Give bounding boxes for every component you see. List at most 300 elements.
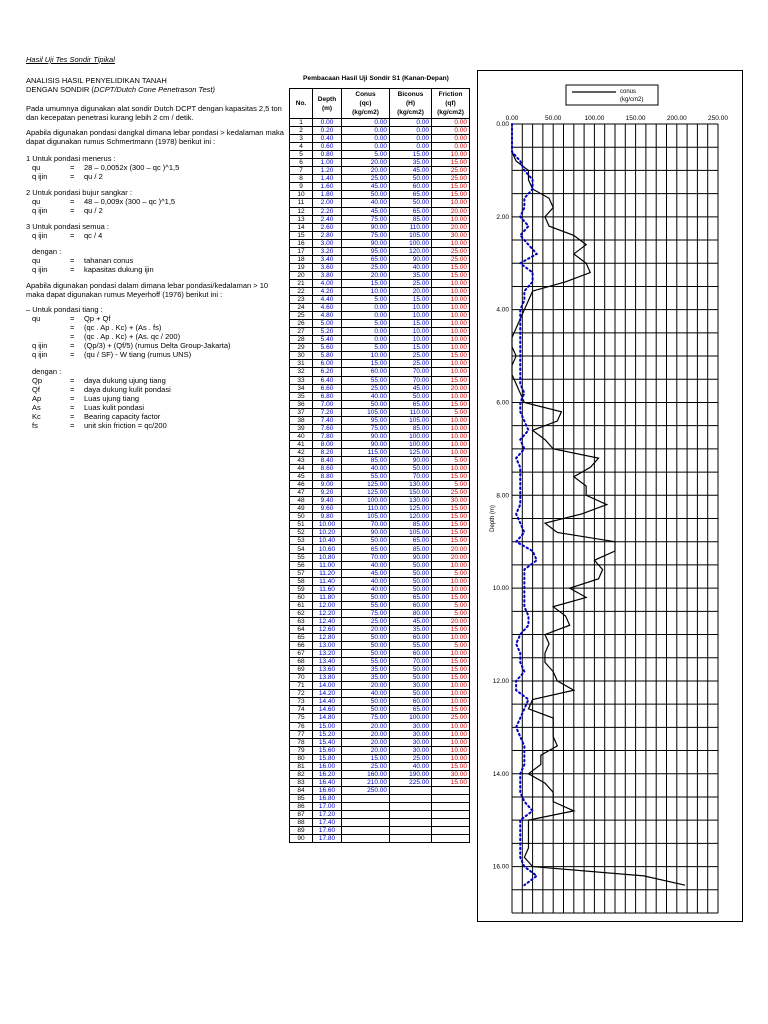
- table-row: [290, 424, 470, 432]
- row-conus-cell: 25.00: [342, 263, 390, 271]
- table-body: [290, 119, 470, 843]
- y-tick-label: 10.00: [492, 585, 509, 593]
- pile-formula-row: [32, 323, 288, 332]
- row-no-cell: 70: [290, 674, 313, 682]
- row-conus-cell: 60.00: [342, 368, 390, 376]
- table-row: [290, 730, 470, 738]
- row-depth-cell: 14.80: [313, 714, 342, 722]
- pile-formula-equals: =: [70, 323, 75, 332]
- row-depth-cell: 3.00: [313, 239, 342, 247]
- row-no-cell: 5: [290, 151, 313, 159]
- row-conus-cell: 75.00: [342, 609, 390, 617]
- table-header-row: [290, 89, 470, 119]
- table-row: [290, 167, 470, 175]
- table-row: [290, 497, 470, 505]
- pile-definition-symbol: Qp: [32, 376, 43, 385]
- item-1-formula-equals: =: [70, 163, 75, 172]
- table-row: [290, 440, 470, 448]
- row-conus-cell: 40.00: [342, 690, 390, 698]
- row-conus-cell: 15.00: [342, 360, 390, 368]
- pile-formula-equals: =: [70, 332, 75, 341]
- row-no-cell: 40: [290, 432, 313, 440]
- row-biconus-cell: 130.00: [390, 497, 432, 505]
- header-depth: [313, 89, 342, 119]
- row-depth-cell: 5.00: [313, 320, 342, 328]
- pile-definition-row: [32, 394, 288, 403]
- pile-definition-expression: Bearing capacity factor: [84, 412, 161, 421]
- row-no-cell: 20: [290, 271, 313, 279]
- sondir-table: [289, 88, 470, 843]
- pile-formula-symbol: [32, 323, 70, 332]
- table-row: [290, 473, 470, 481]
- row-conus-cell: 45.00: [342, 569, 390, 577]
- row-conus-cell: 105.00: [342, 408, 390, 416]
- row-friction-cell: 10.00: [432, 465, 470, 473]
- header-friction-l2: (qf): [445, 100, 456, 107]
- row-friction-cell: 0.00: [432, 127, 470, 135]
- row-friction-cell: 30.00: [432, 231, 470, 239]
- row-depth-cell: 8.60: [313, 465, 342, 473]
- row-conus-cell: 20.00: [342, 722, 390, 730]
- row-no-cell: 65: [290, 634, 313, 642]
- row-conus-cell: 10.00: [342, 287, 390, 295]
- table-row: [290, 666, 470, 674]
- row-biconus-cell: 190.00: [390, 770, 432, 778]
- row-conus-cell: 50.00: [342, 537, 390, 545]
- table-row: [290, 537, 470, 545]
- header-friction-l1: Friction: [438, 91, 463, 98]
- row-no-cell: 26: [290, 320, 313, 328]
- row-no-cell: 62: [290, 609, 313, 617]
- row-conus-cell: 0.00: [342, 127, 390, 135]
- row-no-cell: 73: [290, 698, 313, 706]
- row-depth-cell: 3.40: [313, 255, 342, 263]
- table-row: [290, 392, 470, 400]
- row-no-cell: 69: [290, 666, 313, 674]
- x-tick-label: 100.00: [584, 115, 605, 122]
- row-depth-cell: 6.20: [313, 368, 342, 376]
- row-friction-cell: 5.00: [432, 609, 470, 617]
- row-depth-cell: 0.40: [313, 135, 342, 143]
- row-depth-cell: 0.60: [313, 143, 342, 151]
- table-row: [290, 263, 470, 271]
- row-friction-cell: 10.00: [432, 416, 470, 424]
- row-friction-cell: 5.00: [432, 408, 470, 416]
- table-row: [290, 625, 470, 633]
- row-friction-cell: 10.00: [432, 392, 470, 400]
- row-biconus-cell: 50.00: [390, 569, 432, 577]
- row-depth-cell: 6.60: [313, 384, 342, 392]
- table-row: [290, 223, 470, 231]
- paragraph-2: Apabila digunakan pondasi dangkal dimana lebar pondasi > kedalaman maka dapat digunakan rumus Schmertmann (1978) berikut ini :: [26, 128, 286, 146]
- row-biconus-cell: 90.00: [390, 553, 432, 561]
- row-depth-cell: 9.80: [313, 513, 342, 521]
- item-3-formula-expression: qc / 4: [84, 231, 103, 240]
- row-friction-cell: 10.00: [432, 440, 470, 448]
- row-conus-cell: 50.00: [342, 593, 390, 601]
- pile-formulas: [26, 314, 288, 359]
- row-depth-cell: 6.00: [313, 360, 342, 368]
- row-depth-cell: 14.20: [313, 690, 342, 698]
- row-depth-cell: 12.00: [313, 601, 342, 609]
- row-no-cell: 10: [290, 191, 313, 199]
- row-conus-cell: 75.00: [342, 231, 390, 239]
- row-friction-cell: 25.00: [432, 489, 470, 497]
- row-friction-cell: 10.00: [432, 577, 470, 585]
- row-friction-cell: 10.00: [432, 328, 470, 336]
- row-no-cell: 30: [290, 352, 313, 360]
- x-tick-label: 250.00: [708, 115, 728, 122]
- row-no-cell: 87: [290, 811, 313, 819]
- table-row: [290, 400, 470, 408]
- row-conus-cell: 55.00: [342, 473, 390, 481]
- row-no-cell: 31: [290, 360, 313, 368]
- row-biconus-cell: 25.00: [390, 352, 432, 360]
- pile-formula-row: [32, 332, 288, 341]
- row-conus-cell: 0.00: [342, 135, 390, 143]
- row-friction-cell: 15.00: [432, 666, 470, 674]
- legend-box: [566, 85, 658, 105]
- header-biconus-l3: (kg/cm2): [397, 109, 424, 116]
- pile-title: – Untuk pondasi tiang :: [26, 305, 103, 314]
- x-tick-label: 150.00: [625, 115, 646, 122]
- header-friction: [432, 89, 470, 119]
- row-depth-cell: 12.60: [313, 625, 342, 633]
- row-friction-cell: 10.00: [432, 279, 470, 287]
- table-row: [290, 312, 470, 320]
- row-biconus-cell: 85.00: [390, 545, 432, 553]
- row-conus-cell: 40.00: [342, 577, 390, 585]
- row-friction-cell: 15.00: [432, 521, 470, 529]
- row-depth-cell: 14.40: [313, 698, 342, 706]
- row-depth-cell: 16.20: [313, 770, 342, 778]
- row-conus-cell: 15.00: [342, 279, 390, 287]
- row-conus-cell: 75.00: [342, 215, 390, 223]
- table-row: [290, 279, 470, 287]
- row-no-cell: 90: [290, 835, 313, 843]
- row-conus-cell: 100.00: [342, 497, 390, 505]
- table-row: [290, 617, 470, 625]
- row-biconus-cell: 30.00: [390, 682, 432, 690]
- item-1-formula-symbol: qu: [32, 163, 41, 172]
- row-no-cell: 82: [290, 770, 313, 778]
- row-biconus-cell: 105.00: [390, 529, 432, 537]
- y-tick-label: 0.00: [496, 121, 509, 128]
- row-depth-cell: 0.00: [313, 119, 342, 127]
- row-friction-cell: 10.00: [432, 561, 470, 569]
- row-conus-cell: 20.00: [342, 746, 390, 754]
- item-3-formulas: [26, 231, 288, 240]
- table-row: [290, 175, 470, 183]
- table-row: [290, 159, 470, 167]
- row-no-cell: 84: [290, 786, 313, 794]
- row-no-cell: 43: [290, 456, 313, 464]
- row-biconus-cell: 45.00: [390, 167, 432, 175]
- legend-label: conus: [620, 89, 637, 95]
- row-conus-cell: 50.00: [342, 698, 390, 706]
- row-depth-cell: 7.80: [313, 432, 342, 440]
- row-depth-cell: 2.60: [313, 223, 342, 231]
- y-tick-label: 4.00: [496, 306, 509, 314]
- row-friction-cell: 0.00: [432, 135, 470, 143]
- row-friction-cell: 20.00: [432, 384, 470, 392]
- row-biconus-cell: 50.00: [390, 392, 432, 400]
- row-no-cell: 68: [290, 658, 313, 666]
- row-depth-cell: 7.00: [313, 400, 342, 408]
- row-biconus-cell: [390, 827, 432, 835]
- y-tick-label: 14.00: [492, 770, 509, 778]
- row-no-cell: 28: [290, 336, 313, 344]
- row-conus-cell: 55.00: [342, 601, 390, 609]
- item-1-formula-expression: qu / 2: [84, 172, 103, 181]
- header-depth-l2: (m): [321, 104, 333, 112]
- header-conus: [342, 89, 390, 119]
- row-depth-cell: 16.60: [313, 786, 342, 794]
- row-no-cell: 52: [290, 529, 313, 537]
- dengan-1-label: dengan :: [32, 247, 62, 256]
- row-depth-cell: 10.60: [313, 545, 342, 553]
- row-conus-cell: 250.00: [342, 786, 390, 794]
- row-friction-cell: 20.00: [432, 617, 470, 625]
- row-no-cell: 66: [290, 642, 313, 650]
- row-friction-cell: 10.00: [432, 199, 470, 207]
- row-biconus-cell: [390, 794, 432, 802]
- row-depth-cell: 16.40: [313, 778, 342, 786]
- header-no: [290, 89, 313, 119]
- table-row: [290, 336, 470, 344]
- row-friction-cell: 15.00: [432, 263, 470, 271]
- row-friction-cell: 30.00: [432, 770, 470, 778]
- row-no-cell: 14: [290, 223, 313, 231]
- row-no-cell: 16: [290, 239, 313, 247]
- pile-definition-row: [32, 412, 288, 421]
- row-no-cell: 29: [290, 344, 313, 352]
- table-row: [290, 465, 470, 473]
- pile-formula-row: [32, 350, 288, 359]
- pile-definition-row: [32, 376, 288, 385]
- row-friction-cell: 25.00: [432, 714, 470, 722]
- table-row: [290, 545, 470, 553]
- row-no-cell: 78: [290, 738, 313, 746]
- row-no-cell: 1: [290, 119, 313, 127]
- row-biconus-cell: 60.00: [390, 650, 432, 658]
- row-conus-cell: 65.00: [342, 545, 390, 553]
- row-friction-cell: 15.00: [432, 674, 470, 682]
- row-biconus-cell: 20.00: [390, 287, 432, 295]
- heading-2: [26, 85, 288, 94]
- row-friction-cell: 10.00: [432, 320, 470, 328]
- table-row: [290, 786, 470, 794]
- row-biconus-cell: 100.00: [390, 440, 432, 448]
- row-biconus-cell: 15.00: [390, 151, 432, 159]
- row-friction-cell: 5.00: [432, 642, 470, 650]
- row-depth-cell: 10.40: [313, 537, 342, 545]
- row-conus-cell: 25.00: [342, 762, 390, 770]
- row-friction-cell: 10.00: [432, 448, 470, 456]
- header-depth-l1: Depth: [317, 95, 337, 103]
- row-depth-cell: 13.20: [313, 650, 342, 658]
- heading-1: ANALISIS HASIL PENYELIDIKAN TANAH: [26, 76, 167, 85]
- row-conus-cell: 35.00: [342, 666, 390, 674]
- row-conus-cell: 110.00: [342, 505, 390, 513]
- table-row: [290, 296, 470, 304]
- row-conus-cell: 75.00: [342, 714, 390, 722]
- table-row: [290, 231, 470, 239]
- row-biconus-cell: 15.00: [390, 320, 432, 328]
- table-row: [290, 601, 470, 609]
- row-biconus-cell: 70.00: [390, 376, 432, 384]
- row-friction-cell: 15.00: [432, 529, 470, 537]
- row-friction-cell: 10.00: [432, 738, 470, 746]
- row-biconus-cell: 50.00: [390, 674, 432, 682]
- row-depth-cell: 5.20: [313, 328, 342, 336]
- row-biconus-cell: 10.00: [390, 328, 432, 336]
- row-depth-cell: 5.60: [313, 344, 342, 352]
- row-depth-cell: 12.40: [313, 617, 342, 625]
- row-friction-cell: [432, 802, 470, 810]
- row-friction-cell: 15.00: [432, 183, 470, 191]
- row-biconus-cell: 85.00: [390, 521, 432, 529]
- row-depth-cell: 17.00: [313, 802, 342, 810]
- row-conus-cell: 5.00: [342, 151, 390, 159]
- row-conus-cell: 25.00: [342, 384, 390, 392]
- row-conus-cell: 55.00: [342, 376, 390, 384]
- definition-expression: tahanan conus: [84, 256, 134, 265]
- row-conus-cell: [342, 794, 390, 802]
- row-no-cell: 15: [290, 231, 313, 239]
- row-no-cell: 38: [290, 416, 313, 424]
- row-conus-cell: 15.00: [342, 754, 390, 762]
- row-biconus-cell: [390, 835, 432, 843]
- row-friction-cell: 10.00: [432, 650, 470, 658]
- row-biconus-cell: 25.00: [390, 360, 432, 368]
- row-friction-cell: 5.00: [432, 569, 470, 577]
- pile-definition-symbol: Qf: [32, 385, 40, 394]
- pile-formula-expression: (qc . Ap . Kc) + (As. qc / 200): [84, 332, 181, 341]
- definition-equals: =: [70, 256, 75, 265]
- row-biconus-cell: 65.00: [390, 400, 432, 408]
- header-conus-l3: (kg/cm2): [352, 109, 379, 116]
- row-friction-cell: 10.00: [432, 304, 470, 312]
- top-title: Hasil Uji Tes Sondir Tipikal: [26, 55, 115, 64]
- row-no-cell: 51: [290, 521, 313, 529]
- row-depth-cell: 2.40: [313, 215, 342, 223]
- row-depth-cell: 7.60: [313, 424, 342, 432]
- table-row: [290, 714, 470, 722]
- table-row: [290, 143, 470, 151]
- row-no-cell: 75: [290, 714, 313, 722]
- pile-formula-equals: =: [70, 314, 75, 323]
- row-no-cell: 46: [290, 481, 313, 489]
- table-row: [290, 489, 470, 497]
- row-no-cell: 55: [290, 553, 313, 561]
- row-friction-cell: 15.00: [432, 778, 470, 786]
- pile-definition-equals: =: [70, 421, 75, 430]
- table-row: [290, 416, 470, 424]
- table-row: [290, 304, 470, 312]
- pile-definition-equals: =: [70, 412, 75, 421]
- row-depth-cell: 9.00: [313, 481, 342, 489]
- legend-label-unit: (kg/cm2): [620, 97, 644, 103]
- row-biconus-cell: 85.00: [390, 215, 432, 223]
- row-biconus-cell: 65.00: [390, 593, 432, 601]
- row-depth-cell: 15.00: [313, 722, 342, 730]
- row-conus-cell: 95.00: [342, 247, 390, 255]
- table-row: [290, 593, 470, 601]
- row-friction-cell: 10.00: [432, 730, 470, 738]
- table-row: [290, 505, 470, 513]
- row-depth-cell: 15.40: [313, 738, 342, 746]
- row-biconus-cell: 10.00: [390, 312, 432, 320]
- row-friction-cell: 15.00: [432, 376, 470, 384]
- item-3-title: 3 Untuk pondasi semua :: [26, 222, 109, 231]
- row-no-cell: 41: [290, 440, 313, 448]
- row-biconus-cell: 15.00: [390, 344, 432, 352]
- table-row: [290, 521, 470, 529]
- row-friction-cell: 10.00: [432, 424, 470, 432]
- row-no-cell: 58: [290, 577, 313, 585]
- item-2-formula-symbol: qu: [32, 197, 41, 206]
- table-row: [290, 569, 470, 577]
- table-row: [290, 448, 470, 456]
- row-depth-cell: 15.80: [313, 754, 342, 762]
- sondir-chart: [477, 70, 743, 922]
- row-no-cell: 37: [290, 408, 313, 416]
- row-biconus-cell: 150.00: [390, 489, 432, 497]
- item-3-formula-symbol: q ijin: [32, 231, 48, 240]
- table-row: [290, 360, 470, 368]
- row-conus-cell: 50.00: [342, 191, 390, 199]
- row-friction-cell: [432, 819, 470, 827]
- row-conus-cell: 25.00: [342, 617, 390, 625]
- x-tick-label: 50.00: [545, 115, 562, 122]
- row-depth-cell: 11.00: [313, 561, 342, 569]
- row-friction-cell: 20.00: [432, 545, 470, 553]
- row-no-cell: 57: [290, 569, 313, 577]
- row-biconus-cell: 0.00: [390, 127, 432, 135]
- row-depth-cell: 9.60: [313, 505, 342, 513]
- row-depth-cell: 17.60: [313, 827, 342, 835]
- row-friction-cell: 10.00: [432, 287, 470, 295]
- definition-row: [32, 256, 288, 265]
- row-friction-cell: 10.00: [432, 312, 470, 320]
- table-row: [290, 513, 470, 521]
- row-biconus-cell: 30.00: [390, 738, 432, 746]
- row-no-cell: 24: [290, 304, 313, 312]
- table-row: [290, 690, 470, 698]
- y-tick-label: 12.00: [492, 677, 509, 685]
- row-conus-cell: 50.00: [342, 642, 390, 650]
- row-conus-cell: 0.00: [342, 312, 390, 320]
- row-friction-cell: 10.00: [432, 698, 470, 706]
- row-friction-cell: 15.00: [432, 658, 470, 666]
- row-conus-cell: 20.00: [342, 167, 390, 175]
- row-depth-cell: 9.20: [313, 489, 342, 497]
- dengan-2-label: dengan :: [32, 367, 62, 376]
- row-no-cell: 3: [290, 135, 313, 143]
- row-biconus-cell: 110.00: [390, 223, 432, 231]
- definition-expression: kapasitas dukung ijin: [84, 265, 154, 274]
- table-row: [290, 215, 470, 223]
- row-no-cell: 4: [290, 143, 313, 151]
- row-biconus-cell: 125.00: [390, 448, 432, 456]
- row-conus-cell: 75.00: [342, 424, 390, 432]
- row-no-cell: 60: [290, 593, 313, 601]
- row-biconus-cell: 45.00: [390, 617, 432, 625]
- row-conus-cell: 125.00: [342, 481, 390, 489]
- table-row: [290, 255, 470, 263]
- row-depth-cell: 4.00: [313, 279, 342, 287]
